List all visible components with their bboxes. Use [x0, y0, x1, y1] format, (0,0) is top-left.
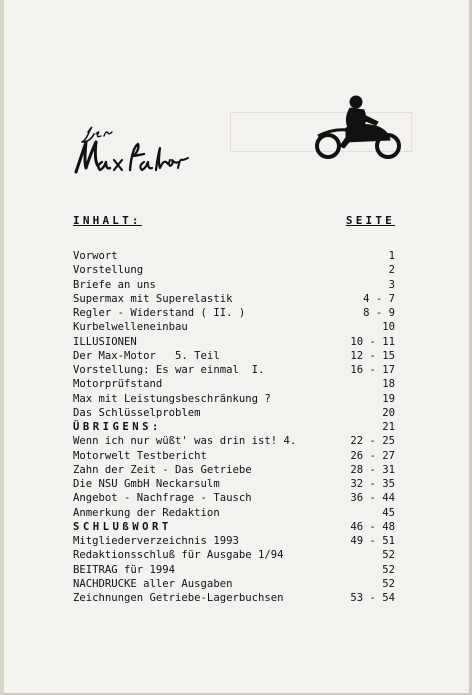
toc-entry — [73, 434, 395, 448]
toc-entry — [73, 263, 395, 277]
toc-entry-title: Briefe an uns — [73, 278, 156, 291]
toc-entry-title: Vorstellung: Es war einmal I. — [73, 364, 265, 376]
logo-script-lettering — [68, 112, 198, 182]
toc-entry-title: Die NSU GmbH Neckarsulm — [73, 478, 220, 490]
toc-entry-title: Motorprüfstand — [73, 378, 163, 391]
toc-entry — [73, 563, 395, 577]
toc-entry — [73, 577, 395, 591]
toc-entry-page: 46 - 48 — [350, 520, 395, 533]
toc-entry — [73, 363, 395, 377]
toc-entry-page: 10 — [382, 321, 395, 334]
toc-entry-title: ILLUSIONEN — [73, 335, 137, 348]
toc-entry-page: 52 — [382, 563, 395, 576]
toc-entry-title: Mitgliederverzeichnis 1993 — [73, 535, 239, 547]
toc-entry-page: 3 — [388, 278, 395, 291]
toc-entry-title: Regler - Widerstand ( II. ) — [73, 307, 246, 319]
toc-entry-page: 12 - 15 — [350, 349, 395, 362]
toc-entry — [73, 249, 395, 263]
toc-entry-page: 2 — [388, 264, 395, 277]
toc-entry-page: 52 — [382, 577, 395, 590]
toc-entry — [73, 292, 395, 306]
toc-entry — [73, 377, 395, 391]
toc-entry-title: Anmerkung der Redaktion — [73, 506, 220, 519]
toc-entry — [73, 491, 395, 505]
toc-entry — [73, 335, 395, 349]
toc-entry — [73, 306, 395, 320]
toc-entry-title: Der Max-Motor 5. Teil — [73, 349, 220, 362]
motorcycle-rider-illustration — [306, 92, 406, 162]
toc-entry-title: NACHDRUCKE aller Ausgaben — [73, 577, 233, 590]
toc-entry — [73, 420, 395, 434]
toc-entry-title: Max mit Leistungsbeschränkung ? — [73, 392, 271, 405]
toc-header-contents: INHALT: — [73, 214, 142, 227]
toc-entry-title: ÜBRIGENS: — [73, 421, 162, 433]
toc-entry — [73, 349, 395, 363]
toc-entry — [73, 392, 395, 406]
toc-entry — [73, 449, 395, 463]
toc-entry-title: Supermax mit Superelastik — [73, 292, 233, 305]
toc-entry-page: 16 - 17 — [350, 364, 395, 376]
toc-entry-page: 45 — [382, 506, 395, 519]
table-of-contents — [73, 249, 395, 605]
toc-entry-title: Angebot - Nachfrage - Tausch — [73, 492, 252, 505]
toc-entry-page: 1 — [388, 250, 395, 262]
toc-entry-title: Zeichnungen Getriebe-Lagerbuchsen — [73, 592, 284, 604]
toc-entry — [73, 477, 395, 491]
toc-entry — [73, 591, 395, 605]
toc-entry-title: Redaktionsschluß für Ausgabe 1/94 — [73, 549, 284, 562]
toc-entry-page: 20 — [382, 406, 395, 419]
toc-entry — [73, 534, 395, 548]
toc-entry-title: BEITRAG für 1994 — [73, 563, 176, 576]
toc-entry-title: SCHLUßWORT — [73, 520, 172, 533]
toc-entry-title: Vorstellung — [73, 264, 144, 277]
toc-entry-page: 53 - 54 — [350, 592, 395, 604]
toc-entry-page: 32 - 35 — [350, 478, 395, 490]
toc-entry-title: Wenn ich nur wüßt' was drin ist! 4. — [73, 435, 297, 448]
toc-entry-page: 52 — [382, 549, 395, 562]
toc-entry-page: 26 - 27 — [350, 449, 395, 462]
toc-header-page: SEITE — [345, 214, 395, 227]
toc-entry — [73, 506, 395, 520]
toc-entry-title: Zahn der Zeit - Das Getriebe — [73, 463, 252, 476]
toc-entry-page: 4 - 7 — [363, 292, 395, 305]
toc-entry-page: 28 - 31 — [350, 463, 395, 476]
toc-entry — [73, 278, 395, 292]
toc-entry — [73, 463, 395, 477]
toc-entry-title: Kurbelwelleneinbau — [73, 321, 188, 334]
toc-entry-page: 21 — [382, 421, 395, 433]
toc-entry-title: Vorwort — [73, 250, 118, 262]
toc-entry-page: 36 - 44 — [350, 492, 395, 505]
toc-entry — [73, 548, 395, 562]
toc-entry — [73, 320, 395, 334]
toc-entry-title: Motorwelt Testbericht — [73, 449, 207, 462]
toc-entry-page: 8 - 9 — [363, 307, 395, 319]
toc-entry-page: 19 — [382, 392, 395, 405]
toc-entry-page: 22 - 25 — [350, 435, 395, 448]
toc-entry — [73, 406, 395, 420]
toc-entry-page: 49 - 51 — [350, 535, 395, 547]
toc-entry-page: 10 - 11 — [350, 335, 395, 348]
toc-entry-page: 18 — [382, 378, 395, 391]
toc-entry-title: Das Schlüsselproblem — [73, 406, 201, 419]
toc-entry — [73, 520, 395, 534]
